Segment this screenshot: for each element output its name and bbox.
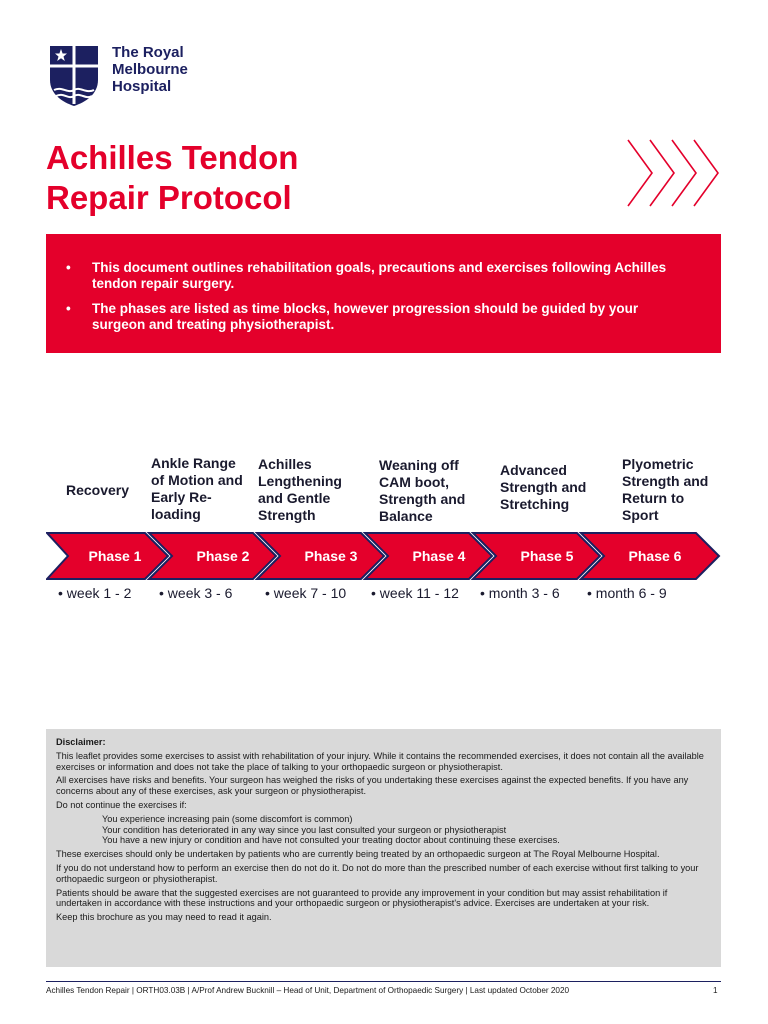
page-title-line-1: Achilles Tendon <box>46 139 299 176</box>
phase-2-goal: Ankle Range of Motion and Early Re-loading <box>151 455 243 522</box>
phase-6-time: • month 6 - 9 <box>587 585 667 601</box>
phase-5-label: Phase 5 <box>520 548 574 564</box>
phase-3-label: Phase 3 <box>304 548 358 564</box>
disclaimer-paragraph-2: All exercises have risks and benefits. Your surgeon has weighed the risks of you undertaking these exercises against the expected benefits. If you have any concerns about any of these exercises, ask your surgeon or physiotherapist. <box>56 775 689 797</box>
hospital-logo <box>46 42 188 108</box>
phase-2-time-value: week 3 - 6 <box>167 585 233 601</box>
hospital-name-line-3: Hospital <box>112 78 172 95</box>
phase-5-goal: Advanced Strength and Stretching <box>500 462 587 512</box>
disclaimer-paragraph-7: Keep this brochure as you may need to read it again. <box>56 912 272 923</box>
phase-6-label: Phase 6 <box>628 548 682 564</box>
phase-1-goal: Recovery <box>66 482 130 498</box>
disclaimer-condition-1: You experience increasing pain (some discomfort is common) <box>102 813 353 824</box>
phase-3-time: • week 7 - 10 <box>265 585 347 601</box>
intro-box <box>46 234 721 353</box>
phase-6-goal: Plyometric Strength and Return to Sport <box>622 456 709 523</box>
intro-bullet-1: • This document outlines rehabilitation goals, precautions and exercises following Achilles tendon repair surgery. <box>66 260 691 292</box>
footer-divider <box>46 981 721 982</box>
disclaimer-heading: Disclaimer: <box>56 737 106 747</box>
phase-1-time: • week 1 - 2 <box>58 585 132 601</box>
intro-bullet-2: • The phases are listed as time blocks, however progression should be guided by your surgeon and treating physiotherapist. <box>66 301 691 333</box>
disclaimer-box <box>46 729 721 967</box>
disclaimer-condition-3: You have a new injury or condition and have not consulted your treating doctor about continuing these exercises. <box>102 835 560 846</box>
phase-3-time-value: week 7 - 10 <box>273 585 347 601</box>
disclaimer-paragraph-6: Patients should be aware that the suggested exercises are not guaranteed to provide any improvement in your condition but may assist rehabilitation if undertaken in accordance with these instructions and your orthopaedic surgeon or physiotherapist's advice. Exercises are undertaken at your risk. <box>56 887 668 909</box>
footer-text: Achilles Tendon Repair | ORTH03.03B | A/Prof Andrew Bucknill – Head of Unit, Department of Orthopaedic Surgery | Last updated October 2020 <box>46 986 570 995</box>
phase-4-goal: Weaning off CAM boot, Strength and Balance <box>379 457 466 524</box>
phase-2-time: • week 3 - 6 <box>159 585 233 601</box>
hospital-name <box>112 44 188 95</box>
hospital-crest-icon <box>46 42 102 108</box>
hospital-name-line-2: Melbourne <box>112 61 188 78</box>
phase-4-time: • week 11 - 12 <box>371 585 459 601</box>
page-title-line-2: Repair Protocol <box>46 179 292 216</box>
phase-3-goal: Achilles Lengthening and Gentle Strength <box>258 456 342 523</box>
phase-5-time: • month 3 - 6 <box>480 585 560 601</box>
disclaimer-paragraph-4: These exercises should only be undertaken by patients who are currently being treated by an orthopaedic surgeon at The Royal Melbourne Hospital. <box>56 849 660 860</box>
page-title <box>46 138 298 218</box>
disclaimer-paragraph-5: If you do not understand how to perform an exercise then do not do it. Do not do more than the prescribed number of each exercise without first talking to your orthopaedic surgeon or physiotherapist. <box>56 862 699 884</box>
phase-2-label: Phase 2 <box>196 548 250 564</box>
phase-4-time-value: week 11 - 12 <box>379 585 459 601</box>
phase-timeline <box>46 532 721 580</box>
phase-1-label: Phase 1 <box>88 548 142 564</box>
disclaimer-paragraph-1: This leaflet provides some exercises to assist with rehabilitation of your injury. While it contains the recommended exercises, it does not contain all the available exercises or information and does not take the place of talking to your orthopaedic surgeon or physiotherapist. <box>56 750 704 772</box>
intro-list <box>66 260 691 333</box>
page-number: 1 <box>713 986 718 995</box>
phase-6-time-value: month 6 - 9 <box>595 585 667 601</box>
disclaimer-paragraph-3: Do not continue the exercises if: <box>56 799 187 810</box>
decorative-chevrons-icon <box>624 138 720 208</box>
phase-4-label: Phase 4 <box>412 548 466 564</box>
hospital-name-line-1: The Royal <box>112 44 184 61</box>
phase-1-time-value: week 1 - 2 <box>66 585 132 601</box>
disclaimer-condition-2: Your condition has deteriorated in any way since you last consulted your surgeon or physiotherapist <box>102 824 507 835</box>
phase-5-time-value: month 3 - 6 <box>488 585 560 601</box>
